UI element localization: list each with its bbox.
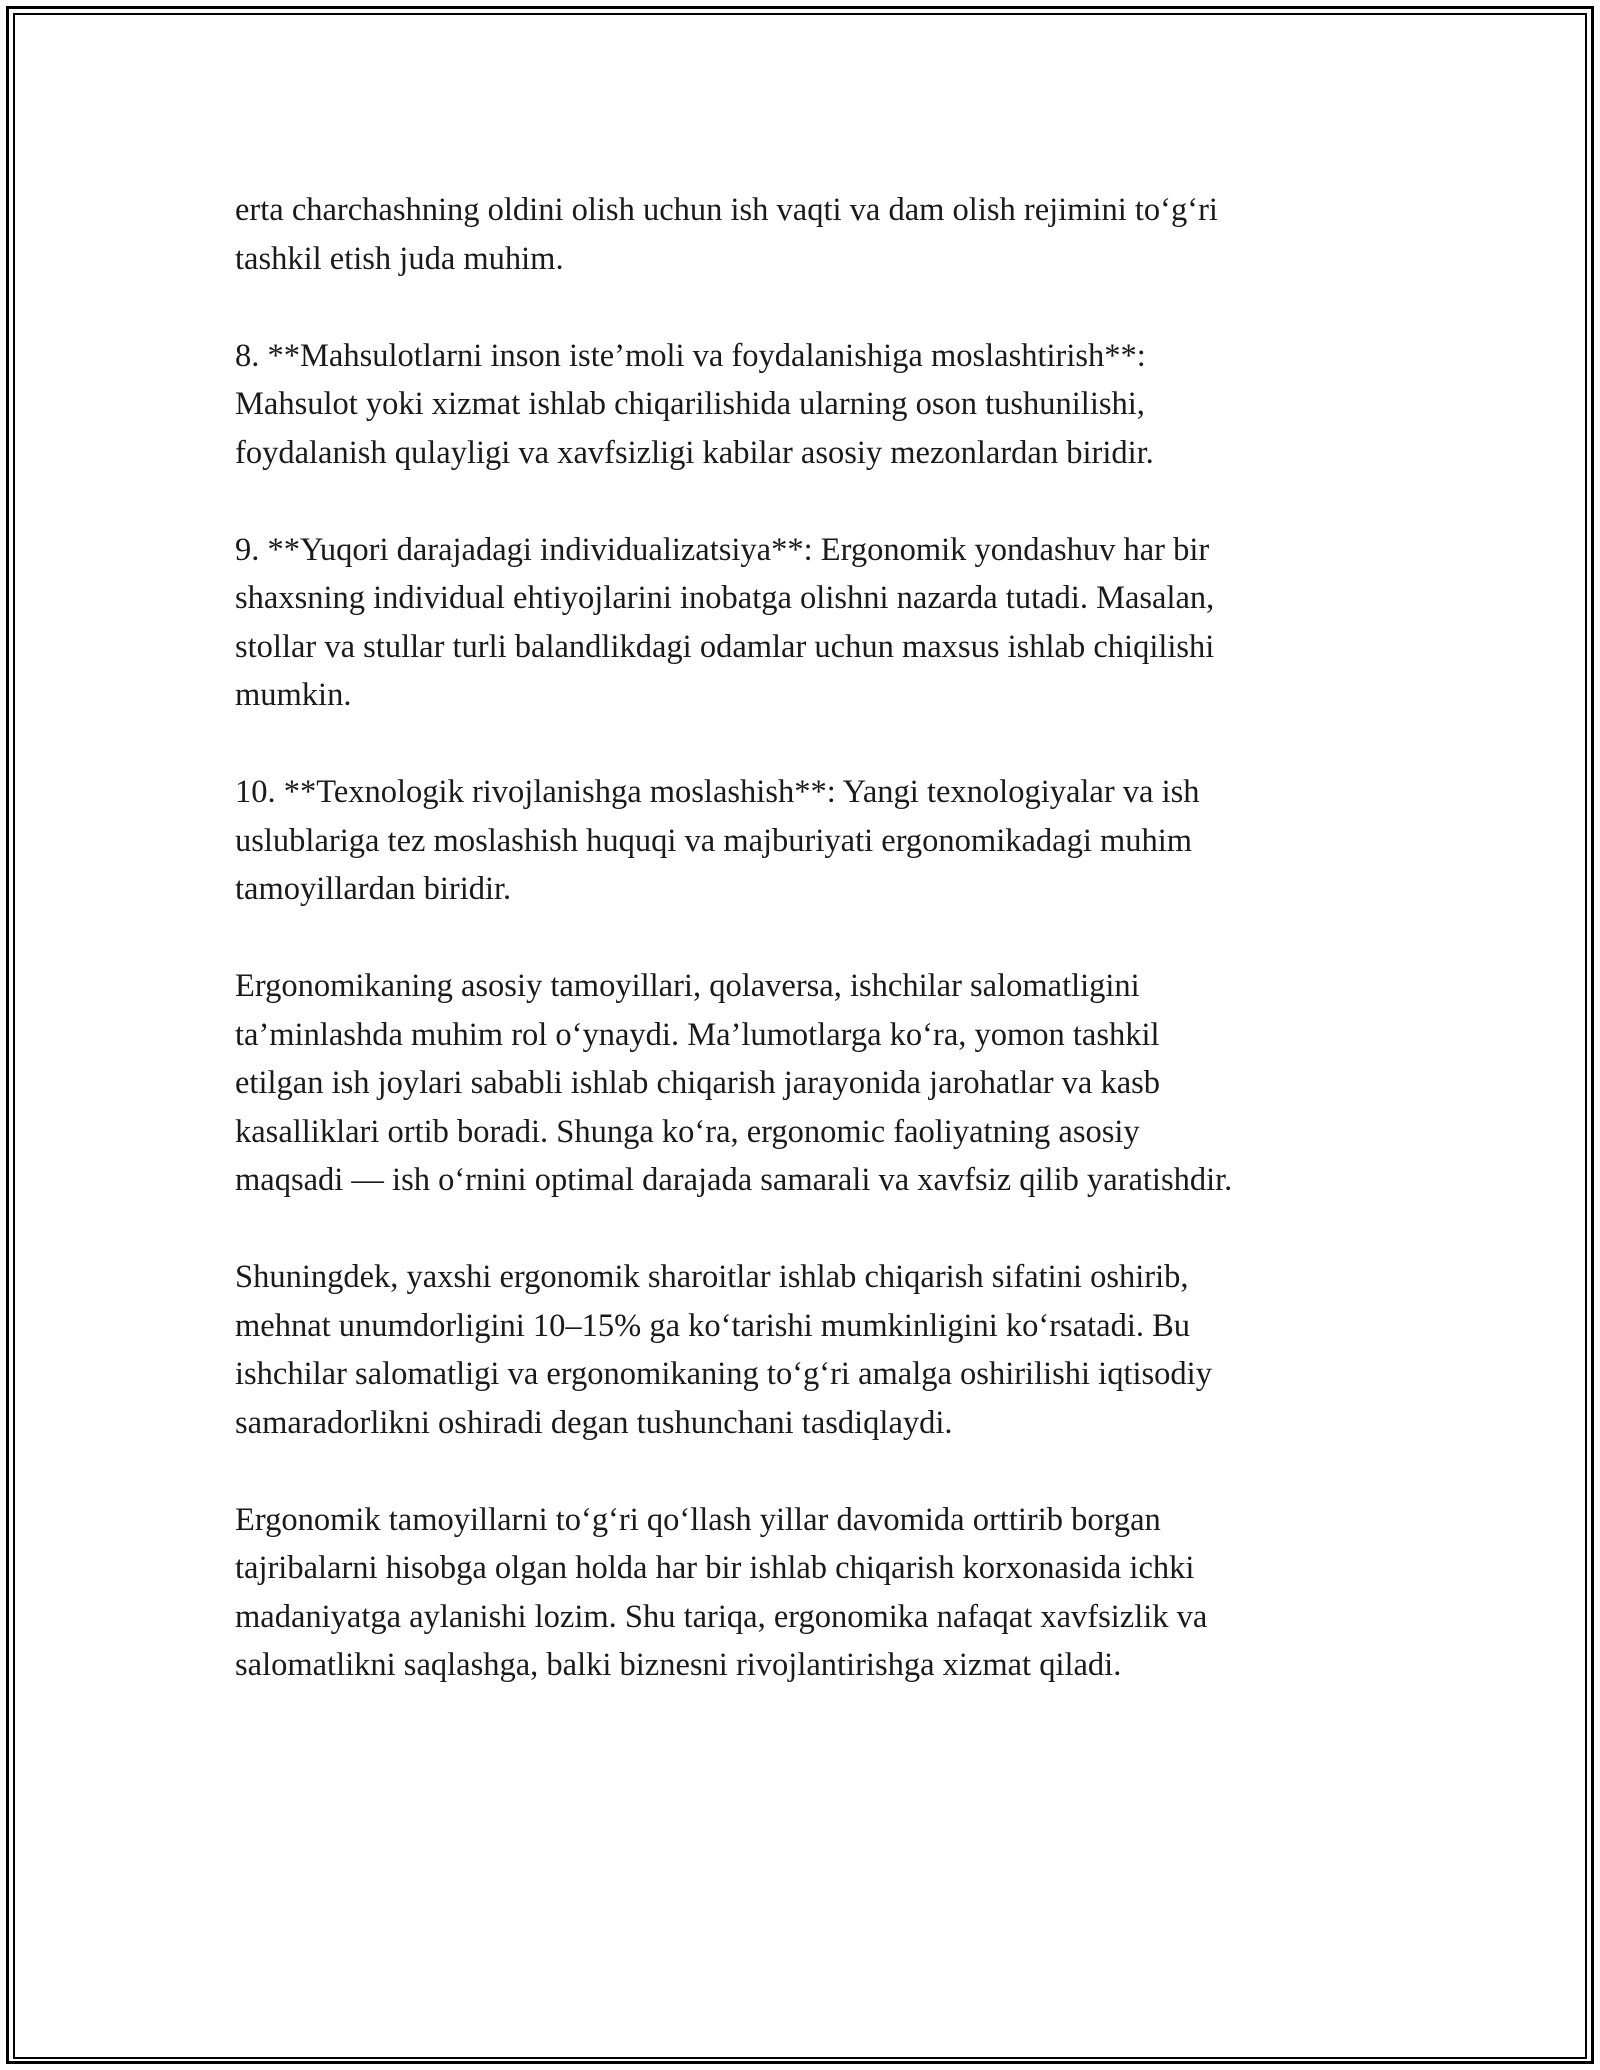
paragraph-item-8: 8. **Mahsulotlarni inson iste’moli va foydalanishiga moslashtirish**: Mahsulot yoki xizmat ishlab chiqarilishida ularning oson tushunilishi, foydalanish qulayligi va xavfsizligi kabilar asosiy mezonlardan biridir. [235, 337, 1154, 471]
document-body [235, 186, 1375, 1690]
paragraph-continuation: erta charchashning oldini olish uchun ish vaqti va dam olish rejimini to‘g‘ri tashkil etish juda muhim. [235, 192, 1218, 277]
paragraph-health-role: Ergonomikaning asosiy tamoyillari, qolaversa, ishchilar salomatligini ta’minlashda muhim rol o‘ynaydi. Ma’lumotlarga ko‘ra, yomon tashkil etilgan ish joylari sababli ishlab chiqarish jarayonida jarohatlar va kasb kasalliklari ortib boradi. Shunga ko‘ra, ergonomic faoliyatning asosiy maqsadi — ish o‘rnini optimal darajada samarali va xavfsiz qilib yaratishdir. [235, 968, 1233, 1198]
paragraph-item-10: 10. **Texnologik rivojlanishga moslashish**: Yangi texnologiyalar va ish uslublariga tez moslashish huquqi va majburiyati ergonomikadagi muhim tamoyillardan biridir. [235, 774, 1200, 907]
paragraph-productivity: Shuningdek, yaxshi ergonomik sharoitlar ishlab chiqarish sifatini oshirib, mehnat unumdorligini 10–15% ga ko‘tarishi mumkinligini ko‘rsatadi. Bu ishchilar salomatligi va ergonomikaning to‘g‘ri amalga oshirilishi iqtisodiy samaradorlikni oshiradi degan tushunchani tasdiqlaydi. [235, 1259, 1212, 1441]
paragraph-conclusion: Ergonomik tamoyillarni to‘g‘ri qo‘llash yillar davomida orttirib borgan tajribalarni hisobga olgan holda har bir ishlab chiqarish korxonasida ichki madaniyatga aylanishi lozim. Shu tariqa, ergonomika nafaqat xavfsizlik va salomatlikni saqlashga, balki biznesni rivojlantirishga xizmat qiladi. [235, 1501, 1208, 1683]
paragraph-item-9: 9. **Yuqori darajadagi individualizatsiya**: Ergonomik yondashuv har bir shaxsning individual ehtiyojlarini inobatga olishni nazarda tutadi. Masalan, stollar va stullar turli balandlikdagi odamlar uchun maxsus ishlab chiqilishi mumkin. [235, 531, 1215, 713]
